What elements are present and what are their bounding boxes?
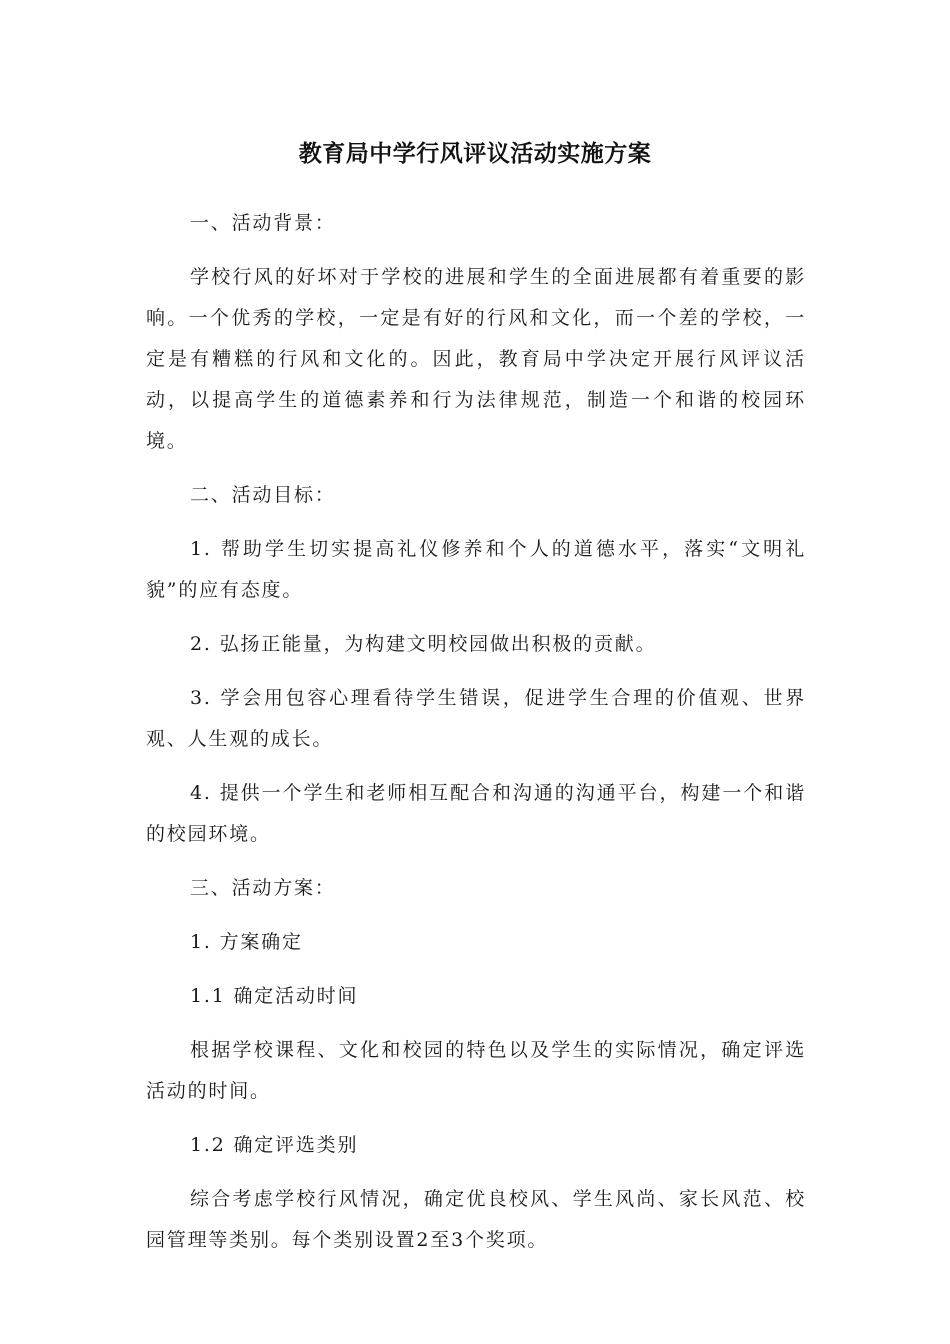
section-heading-goals: 二、活动目标： bbox=[190, 484, 336, 506]
plan-subheading-1-2: 1.2 确定评选类别 bbox=[190, 1134, 359, 1156]
plan-subheading-1-1: 1.1 确定活动时间 bbox=[190, 985, 359, 1007]
goal-item-4: 4. 提供一个学生和老师相互配合和沟通的沟通平台，构建一个和谐的校园环境。 bbox=[146, 782, 806, 845]
paragraph-activity-time: 根据学校课程、文化和校园的特色以及学生的实际情况，确定评选活动的时间。 bbox=[146, 1039, 806, 1102]
goal-item-2: 2. 弘扬正能量，为构建文明校园做出积极的贡献。 bbox=[190, 633, 657, 655]
paragraph-background: 学校行风的好坏对于学校的进展和学生的全面进展都有着重要的影响。一个优秀的学校，一定是有好的行风和文化，而一个差的学校，一定是有糟糕的行风和文化的。因此，教育局中学决定开展行风评议活动，以提高学生的道德素养和行为法律规范，制造一个和谐的校园环境。 bbox=[146, 266, 806, 452]
document-title: 教育局中学行风评议活动实施方案 bbox=[298, 141, 652, 167]
goal-item-1: 1. 帮助学生切实提高礼仪修养和个人的道德水平，落实“文明礼貌”的应有态度。 bbox=[146, 538, 806, 601]
paragraph-categories: 综合考虑学校行风情况，确定优良校风、学生风尚、家长风范、校园管理等类别。每个类别设置2至3个奖项。 bbox=[146, 1188, 806, 1251]
goal-item-3: 3. 学会用包容心理看待学生错误，促进学生合理的价值观、世界观、人生观的成长。 bbox=[146, 687, 806, 750]
document-body bbox=[146, 203, 806, 1261]
section-heading-plan: 三、活动方案： bbox=[190, 877, 336, 899]
plan-subheading-1: 1. 方案确定 bbox=[190, 931, 303, 953]
section-heading-background: 一、活动背景： bbox=[190, 212, 336, 234]
